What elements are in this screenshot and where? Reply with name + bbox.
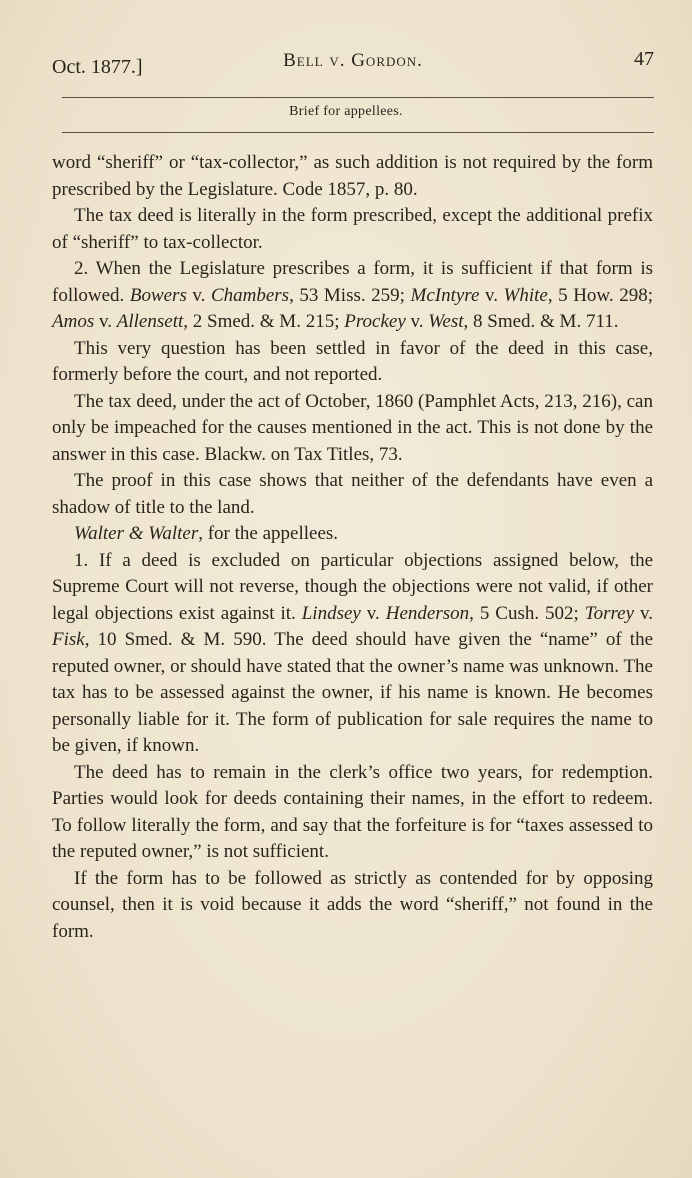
paragraph-text: v.: [94, 311, 117, 332]
paragraph: [52, 256, 653, 336]
header-case-title: Bell v. Gordon.: [283, 50, 423, 71]
paragraph-text: If the form has to be followed as strictly as contended for by opposing counsel, then it is void because it adds the word “sheriff,” not found in the form.: [52, 867, 653, 942]
paragraph-text: , 8 Smed. & M. 711.: [463, 311, 619, 332]
paragraph-text: word “sheriff” or “tax-collector,” as such addition is not required by the form prescribed by the Legislature. Code 1857, p. 80.: [52, 152, 653, 200]
case-name: Bowers: [129, 284, 187, 306]
case-name: Henderson: [385, 602, 470, 624]
paragraph: [52, 760, 653, 866]
paragraph: [52, 468, 653, 521]
case-name: Walter & Walter: [74, 523, 199, 544]
case-name: Allensett: [116, 311, 184, 332]
paragraph-text: The tax deed, under the act of October, 1860 (Pamphlet Acts, 213, 216), can only be impeached for the causes mentioned in the act. This is not done by the answer in this case. Blackw. on Tax Titles, 73.: [52, 390, 653, 465]
paragraph-text: v.: [479, 284, 504, 306]
case-name: McIntyre: [410, 284, 480, 306]
paragraph-text: v.: [186, 284, 211, 306]
paragraph: [52, 521, 653, 548]
paragraph: [52, 866, 653, 946]
paragraph-text: , 53 Miss. 259;: [289, 284, 411, 306]
paragraph-text: , 5 Cush. 502;: [469, 602, 585, 624]
case-name: Amos: [52, 311, 95, 332]
paragraph: [52, 150, 653, 203]
paragraph-text: v.: [360, 602, 386, 624]
case-name: West: [428, 311, 464, 332]
paragraph-text: This very question has been settled in favor of the deed in this case, formerly before the court, and not reported.: [52, 337, 653, 385]
paragraph-text: , 5 How. 298;: [547, 284, 653, 306]
header-rule-top: [62, 97, 654, 98]
page-number: 47: [634, 48, 654, 70]
running-header: [52, 48, 654, 82]
case-name: White: [503, 284, 548, 306]
paragraph-text: , for the appellees.: [198, 523, 339, 544]
case-name: Prockey: [344, 311, 406, 332]
paragraph: [52, 336, 653, 389]
paragraph: [52, 548, 653, 760]
paragraph-text: , 10 Smed. & M. 590. The deed should have given the “name” of the reputed owner, or should have stated that the owner’s name was unknown. The tax has to be assessed against the owner, if his name is known. He becomes personally liable for it. The form of publication for sale requires the name to be given, if known.: [52, 629, 653, 756]
paragraph-text: 2. When the Legislature prescribes a form, it is sufficient if that form is followed.: [52, 258, 653, 306]
paragraph: [52, 203, 653, 256]
paragraph-text: The proof in this case shows that neither of the defendants have even a shadow of title to the land.: [52, 470, 653, 518]
paragraph: [52, 389, 653, 469]
paragraph-text: The tax deed is literally in the form prescribed, except the additional prefix of “sheriff” to tax-collector.: [52, 205, 653, 253]
section-heading: Brief for appellees.: [289, 104, 403, 119]
case-name: Torrey: [584, 602, 635, 624]
body-text: [52, 150, 653, 945]
case-name: Chambers: [210, 284, 290, 306]
header-date: Oct. 1877.]: [52, 56, 143, 78]
paragraph-text: 1. If a deed is excluded on particular objections assigned below, the Supreme Court will not reverse, though the objections were not valid, if other legal objections exist against it.: [52, 549, 653, 624]
case-name: Lindsey: [301, 602, 361, 624]
paragraph-text: v.: [405, 311, 429, 332]
header-rule-bottom: [62, 132, 654, 133]
paragraph-text: , 2 Smed. & M. 215;: [183, 311, 345, 332]
paragraph-text: v.: [634, 602, 653, 624]
paragraph-text: The deed has to remain in the clerk’s office two years, for redemption. Parties would look for deeds containing their names, in the effort to redeem. To follow literally the form, and say that the forfeiture is for “taxes assessed to the reputed owner,” is not sufficient.: [52, 761, 653, 862]
case-name: Fisk: [52, 629, 85, 650]
